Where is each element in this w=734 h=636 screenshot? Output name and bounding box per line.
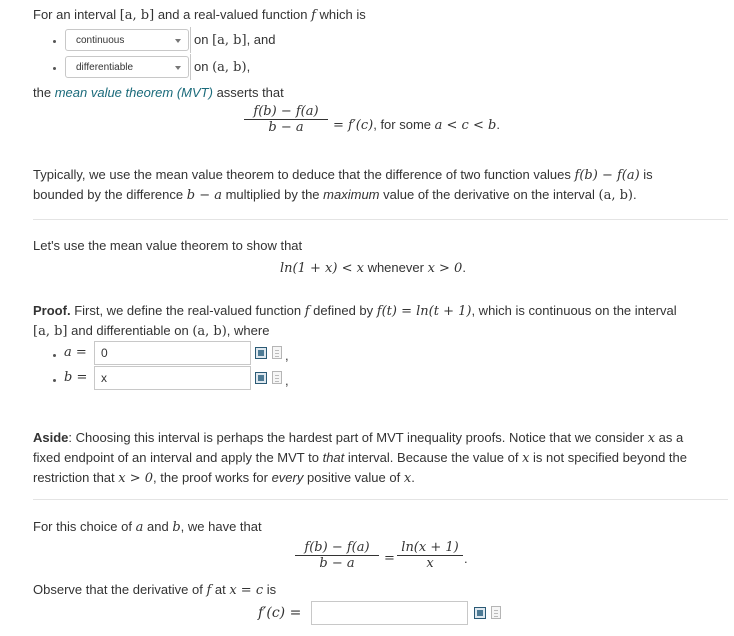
comma: , — [285, 348, 289, 363]
equation-editor-icon[interactable] — [255, 372, 267, 384]
show-expression: ln(1 + x) < x whenever x > 0. — [280, 260, 466, 276]
condition-2-select[interactable] — [65, 56, 189, 78]
choice-text: For this choice of a and b, we have that — [33, 519, 262, 535]
condition-2-text: on (a, b), — [194, 59, 251, 75]
condition-1-select[interactable] — [65, 29, 189, 51]
condition-2-value: differentiable — [76, 62, 134, 73]
bullet — [53, 67, 56, 70]
divider — [33, 499, 728, 500]
help-doc-icon[interactable] — [272, 346, 282, 359]
condition-1-text: on [a, b], and — [194, 32, 276, 48]
mvt-intro: the mean value theorem (MVT) asserts that — [33, 85, 284, 100]
derivative-input[interactable] — [311, 601, 468, 625]
period: . — [464, 551, 468, 566]
derivative-text: Observe that the derivative of f at x = c is — [33, 582, 277, 598]
help-doc-icon[interactable] — [272, 371, 282, 384]
show-text: Let's use the mean value theorem to show that — [33, 238, 303, 253]
aside-paragraph: Aside: Choosing this interval is perhaps the hardest part of MVT inequality proofs. Notice that we consider x as a fixed endpoint of an interval and apply the MVT to that interval. Because the value of x is not specified beyond the restriction that x > 0, the proof works for every positive value of x. — [33, 430, 687, 486]
b-input[interactable]: x — [94, 366, 251, 390]
typically-paragraph: Typically, we use the mean value theorem to deduce that the difference of two function values f(b) − f(a) is bounded by the difference b − a multiplied by the maximum value of the derivative on the interval (a, b). — [33, 167, 653, 203]
select-divider — [190, 27, 191, 53]
mvt-fraction: f(b) − f(a) b − a — [244, 104, 328, 135]
equation-editor-icon[interactable] — [255, 347, 267, 359]
b-label: b = — [64, 370, 88, 385]
bullet — [53, 354, 56, 357]
help-doc-icon[interactable] — [491, 606, 501, 619]
chevron-down-icon — [175, 39, 181, 43]
choice-fraction-left: f(b) − f(a) b − a — [295, 540, 379, 571]
proof-paragraph: Proof. First, we define the real-valued function f defined by f(t) = ln(t + 1), which is continuous on the interval [a, b] and differentiable on (a, b), where — [33, 303, 677, 339]
select-divider — [190, 54, 191, 80]
comma: , — [285, 373, 289, 388]
a-input[interactable]: 0 — [94, 341, 251, 365]
equation-editor-icon[interactable] — [474, 607, 486, 619]
a-label: a = — [64, 345, 87, 360]
divider — [33, 219, 728, 220]
mvt-link[interactable]: mean value theorem (MVT) — [54, 85, 213, 100]
equals-sign: = — [384, 551, 395, 566]
chevron-down-icon — [175, 66, 181, 70]
mvt-rhs: = f′(c), for some a < c < b. — [333, 117, 500, 133]
derivative-label: f′(c) = — [258, 605, 302, 621]
condition-1-value: continuous — [76, 35, 125, 46]
choice-fraction-right: ln(x + 1) x — [397, 540, 463, 571]
intro-text: For an interval [a, b] and a real-valued function f which is — [33, 7, 366, 23]
bullet — [53, 379, 56, 382]
bullet — [53, 40, 56, 43]
